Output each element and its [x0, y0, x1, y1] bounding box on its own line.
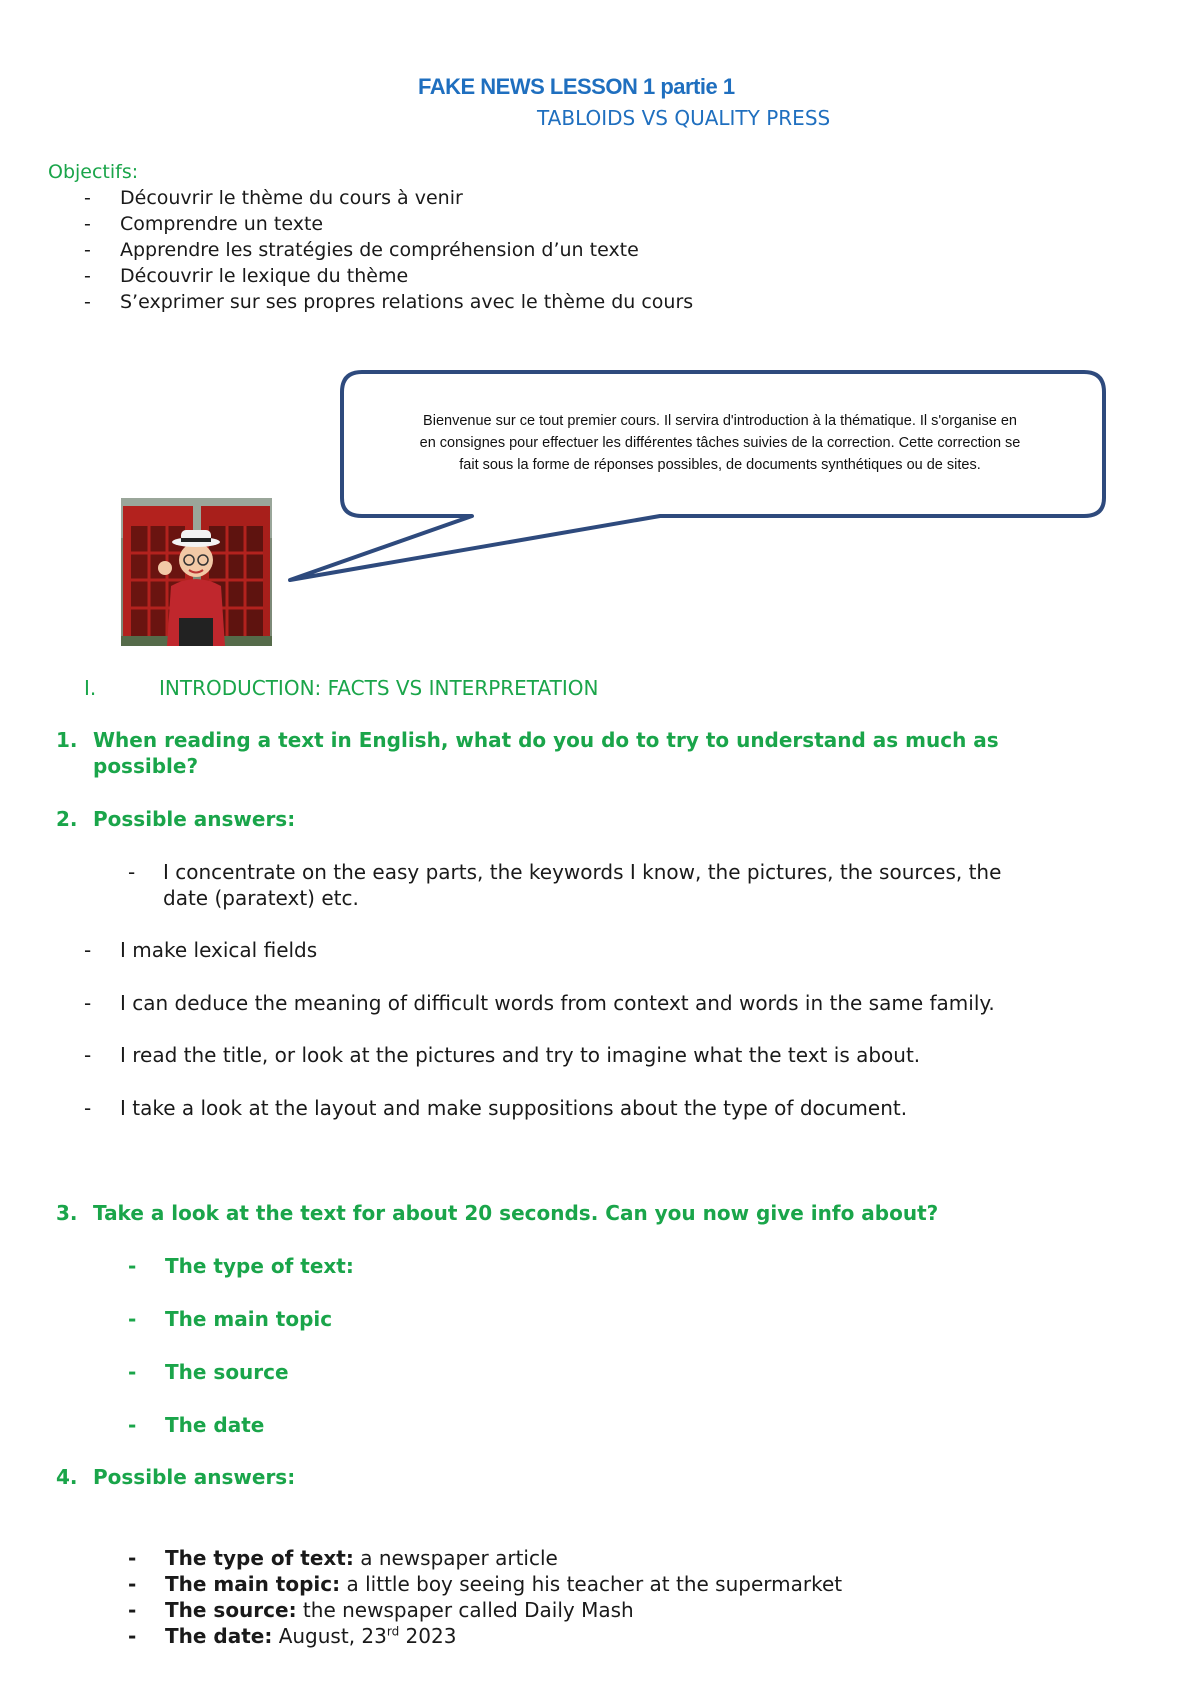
- list-dash: -: [84, 991, 92, 1015]
- list-item: - Apprendre les stratégies de compréhension d’un texte: [84, 239, 639, 261]
- question-2-text: Possible answers:: [93, 807, 296, 831]
- objectives-heading: Objectifs:: [48, 161, 139, 183]
- list-item: - Découvrir le lexique du thème: [84, 265, 409, 287]
- list-dash: -: [128, 1624, 137, 1648]
- list-dash: -: [128, 1413, 137, 1437]
- speech-bubble-text: [360, 410, 1080, 476]
- document-title: FAKE NEWS LESSON 1 partie 1: [418, 74, 735, 99]
- answer-line: I can deduce the meaning of difficult words from context and words in the same family.: [120, 991, 995, 1015]
- list-dash: -: [128, 1360, 137, 1384]
- question-4-text: Possible answers:: [93, 1465, 296, 1489]
- bubble-line: fait sous la forme de réponses possibles, de documents synthétiques ou de sites.: [459, 457, 981, 473]
- answer-line: I read the title, or look at the pictures and try to imagine what the text is about.: [120, 1043, 921, 1067]
- list-dash: -: [84, 938, 92, 962]
- list-dash: -: [128, 1254, 137, 1278]
- question-3-item: The type of text:: [165, 1254, 354, 1278]
- list-dash: -: [128, 1546, 137, 1570]
- list-item: - S’exprimer sur ses propres relations avec le thème du cours: [84, 291, 694, 313]
- question-1-line-1: When reading a text in English, what do you do to try to understand as much as: [93, 728, 999, 752]
- question-number: 3.: [56, 1201, 78, 1225]
- answer-line: The source: the newspaper called Daily Mash: [165, 1598, 634, 1622]
- section-title: INTRODUCTION: FACTS VS INTERPRETATION: [159, 676, 599, 700]
- list-item: - Découvrir le thème du cours à venir: [84, 187, 463, 209]
- answer-line: I make lexical fields: [120, 938, 318, 962]
- answer-line: The main topic: a little boy seeing his teacher at the supermarket: [165, 1572, 843, 1596]
- list-dash: -: [128, 860, 136, 884]
- question-number: 2.: [56, 807, 78, 831]
- answer-line: I take a look at the layout and make suppositions about the type of document.: [120, 1096, 908, 1120]
- answer-line: date (paratext) etc.: [163, 886, 359, 910]
- list-dash: -: [128, 1307, 137, 1331]
- bubble-line: en consignes pour effectuer les différentes tâches suivies de la correction. Cette correction se: [419, 435, 1021, 451]
- answer-line: I concentrate on the easy parts, the keywords I know, the pictures, the sources, the: [163, 860, 1002, 884]
- question-number: 1.: [56, 728, 78, 752]
- question-3-item: The source: [165, 1360, 289, 1384]
- list-dash: -: [128, 1598, 137, 1622]
- list-dash: -: [128, 1572, 137, 1596]
- section-numeral: I.: [84, 676, 97, 700]
- list-item: - Comprendre un texte: [84, 213, 324, 235]
- answer-line: The date: August, 23rd 2023: [165, 1624, 457, 1648]
- question-3-item: The date: [165, 1413, 265, 1437]
- question-3-item: The main topic: [165, 1307, 333, 1331]
- avatar-phone-box-image: [121, 498, 272, 646]
- list-dash: -: [84, 1096, 92, 1120]
- list-dash: -: [84, 1043, 92, 1067]
- answer-line: The type of text: a newspaper article: [165, 1546, 558, 1570]
- question-1-line-2: possible?: [93, 754, 199, 778]
- document-subtitle: TABLOIDS VS QUALITY PRESS: [537, 106, 831, 130]
- question-3-text: Take a look at the text for about 20 seconds. Can you now give info about?: [93, 1201, 939, 1225]
- question-number: 4.: [56, 1465, 78, 1489]
- bubble-line: Bienvenue sur ce tout premier cours. Il servira d'introduction à la thématique. Il s'organise en: [423, 413, 1017, 429]
